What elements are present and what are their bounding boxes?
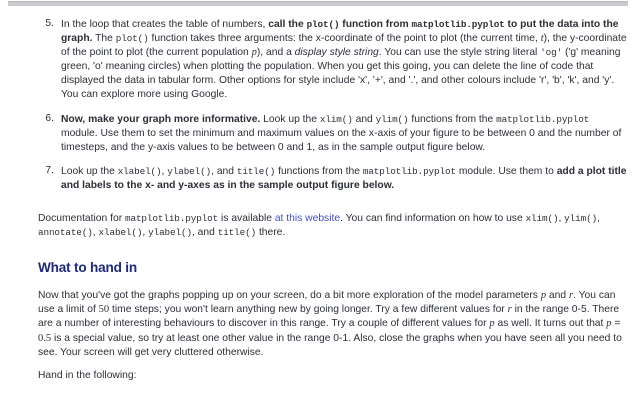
plain-text: . You can use the style string literal [378,47,541,59]
italic-text: display style string [294,47,379,59]
list-item [0,113,637,155]
code-text: title() [217,227,257,239]
code-text-bold: matplotlib.pyplot [411,19,505,30]
code-text: ylim() [375,113,409,125]
page-title: What to hand in [38,260,137,276]
bold-text: to put the data into the graph. [61,19,619,45]
plain-text: time steps; you won't learn anything new by going longer. Try a few different values for [109,304,508,316]
code-text: matplotlib.pyplot [362,165,456,177]
code-text: xlabel() [117,165,162,177]
bold-text: Now, make your graph more informative. [61,113,261,125]
list-item-text [61,18,627,103]
documentation-paragraph [38,212,627,240]
plain-text: and [352,113,376,125]
plain-text: , [558,213,565,225]
code-text: matplotlib.pyplot [496,113,590,125]
plain-text: is a special value, so try at least one other value in the range 0-1. Also, close the graphs when you have seen all you need to see. Your screen will get very cluttered otherwise. [38,332,622,358]
list-item-marker: 7. [45,164,54,176]
list-item [0,165,637,193]
code-text: ylabel() [148,227,192,239]
plain-text: ), and a [256,47,295,59]
math-variable: t [540,33,544,45]
plain-text: , [92,227,99,239]
code-text: xlim() [319,113,353,125]
code-text: 'og' [540,47,563,59]
math-variable: r [568,290,574,302]
code-text: xlabel() [98,227,143,239]
plain-text: In the loop that creates the table of numbers, [61,19,269,30]
math-variable: p [606,318,612,330]
handin-paragraph [38,289,627,359]
documentation-link[interactable]: at this website [274,213,341,225]
list-item-marker: 6. [45,112,54,124]
instruction-list [0,18,637,193]
bold-text: function from [339,19,412,30]
math-variable: p [540,290,547,302]
plain-text: . You can use a limit of [38,290,616,316]
plain-text: , [142,227,149,239]
spacer [0,240,637,260]
plain-text: is available [218,213,275,225]
handin-intro-line: Hand in the following: [38,369,137,381]
code-text: title() [236,165,276,177]
code-text: annotate() [38,227,93,239]
code-text: matplotlib.pyplot [125,213,219,225]
plain-text: functions from the [408,113,497,125]
spacer [0,275,637,289]
list-item [0,18,637,103]
list-item-marker: 5. [45,18,54,29]
bold-text: call the [268,19,307,30]
plain-text: , and [191,227,218,239]
plain-text: Now that you've got the graphs popping up on your screen, do a bit more exploration of the model parameters [38,290,541,302]
plain-text: Documentation for [38,213,125,225]
plain-text: there. [256,227,286,239]
plain-text: = [611,318,621,330]
plain-text: , and [211,165,237,177]
plain-text: , [597,213,600,225]
plain-text: in the range 0-5. There are a number of interesting behaviours to discover in this range. Try a couple of different values for [38,304,620,330]
plain-text: function takes three arguments: the x-coordinate of the point to plot (the current time, [148,33,541,45]
math-number: 50 [98,304,110,316]
plain-text: and [546,290,569,302]
code-text-bold: plot() [306,19,340,30]
math-variable: p [489,318,495,330]
code-text: ylabel() [167,165,212,177]
list-item-text [61,165,627,193]
list-item-text [61,113,627,155]
spacer [0,360,637,369]
code-text: ylim() [564,213,598,225]
plain-text: functions from the [275,165,363,177]
plain-text: The [92,33,116,45]
code-text: xlim() [525,213,559,225]
plain-text: Look up the [260,113,320,125]
bold-text: add a plot title and labels to the x- and y-axes as in the sample output figure below. [61,165,627,191]
plain-text: , [161,165,168,177]
math-number: 0.5 [38,332,52,344]
math-variable: p [251,47,257,59]
plain-text: ), the y-coordinate of the point to plot (the current population [61,33,627,59]
spacer [0,203,637,212]
plain-text: ('g' meaning green, 'o' meaning circles) when plotting the population. When you get this going, you can delete the line of code that displayed the data in tabular form. Other options for style include 'x', '+', and '.', and other colours include 'r', 'b', 'k', and 'y'. You can explore more using Google. [61,47,621,101]
plain-text: Look up the [61,165,118,177]
plain-text: module. Use them to [455,165,557,177]
math-variable: r [507,304,512,316]
code-text: plot() [115,33,149,45]
plain-text: . You can find information on how to use [340,213,526,225]
plain-text: module. Use them to set the minimum and maximum values on the x-axis of your figure to be between 0 and the number of timesteps, and the y-axis values to be between 0 and 1, as in the sample output figure below. [61,127,622,153]
plain-text: as well. It turns out that [494,318,607,330]
